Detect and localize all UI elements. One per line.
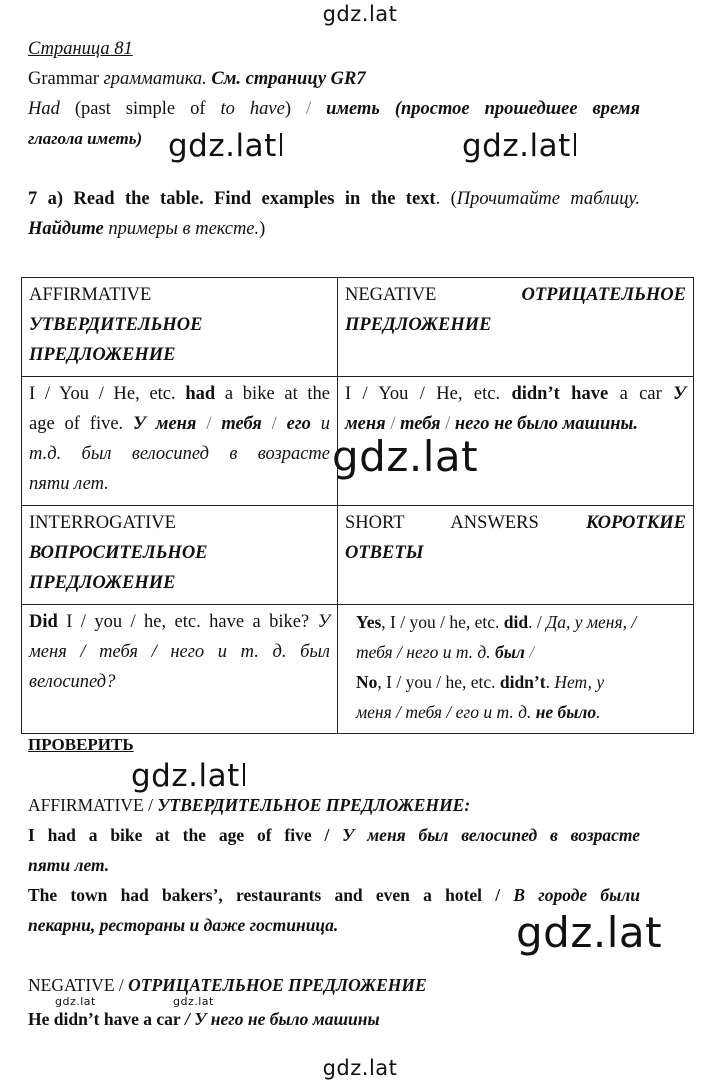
affirmative-label: AFFIRMATIVE / УТВЕРДИТЕЛЬНОЕ ПРЕДЛОЖЕНИЕ:	[28, 795, 471, 815]
watermark-overlay: gdz.lat	[131, 758, 245, 794]
page-label: Страница 81	[28, 39, 133, 59]
watermark-top: gdz.lat	[322, 2, 398, 26]
affirmative-example: I / You / He, etc. had a bike at the age of five. У меня / тебя / его и т.д. был велосипед в возрасте пяти лет.	[22, 377, 338, 506]
watermark-small: gdz.lat	[55, 995, 96, 1008]
interrogative-header: INTERROGATIVE ВОПРОСИТЕЛЬНОЕ ПРЕДЛОЖЕНИЕ	[22, 506, 338, 605]
table-row	[22, 506, 694, 605]
negative-label: NEGATIVE / ОТРИЦАТЕЛЬНОЕ ПРЕДЛОЖЕНИЕ	[28, 975, 427, 995]
watermark-bottom: gdz.lat	[322, 1056, 398, 1080]
had-definition: Had (past simple of to have) / иметь (простое прошедшее время глагола иметь)	[28, 99, 641, 148]
check-heading: ПРОВЕРИТЬ	[28, 735, 134, 754]
watermark-overlay: gdz.lat	[516, 908, 663, 957]
watermark-small: gdz.lat	[173, 995, 214, 1008]
check-example-2: The town had bakers’, restaurants and even a hotel / В городе были пекарни, рестораны и даже гостиница.	[28, 885, 640, 935]
table-row	[22, 278, 694, 377]
negative-header: NEGATIVE ОТРИЦАТЕЛЬНОЕ ПРЕДЛОЖЕНИЕ	[338, 278, 694, 377]
table-row	[22, 377, 694, 506]
short-answers-example: Yes, I / you / he, etc. did. / Да, у меня, / тебя / него и т. д. был / No, I / you / he, etc. didn’t. Нет, у меня / тебя / его и т. д. не было.	[338, 605, 694, 734]
watermark-overlay: gdz.lat	[168, 128, 282, 164]
grammar-table	[21, 277, 694, 734]
negative-example: I / You / He, etc. didn’t have a car У меня / тебя / него не было машины.	[338, 377, 694, 506]
check-example-1: I had a bike at the age of five / У меня был велосипед в возрасте пяти лет.	[28, 825, 641, 875]
task-7a: 7 a) Read the table. Find examples in the text. (Прочитайте таблицу. Найдите примеры в тексте.)	[28, 189, 640, 239]
check-example-3: He didn’t have a car / У него не было машины	[28, 1009, 380, 1029]
watermark-overlay: gdz.lat	[332, 432, 479, 481]
grammar-line: Grammar грамматика. См. страницу GR7	[28, 69, 366, 89]
interrogative-example: Did I / you / he, etc. have a bike? У меня / тебя / него и т. д. был велосипед?	[22, 605, 338, 734]
affirmative-header: AFFIRMATIVE УТВЕРДИТЕЛЬНОЕ ПРЕДЛОЖЕНИЕ	[22, 278, 338, 377]
short-answers-header: SHORT ANSWERS КОРОТКИЕ ОТВЕТЫ	[338, 506, 694, 605]
watermark-overlay: gdz.lat	[462, 128, 576, 164]
table-row	[22, 605, 694, 734]
